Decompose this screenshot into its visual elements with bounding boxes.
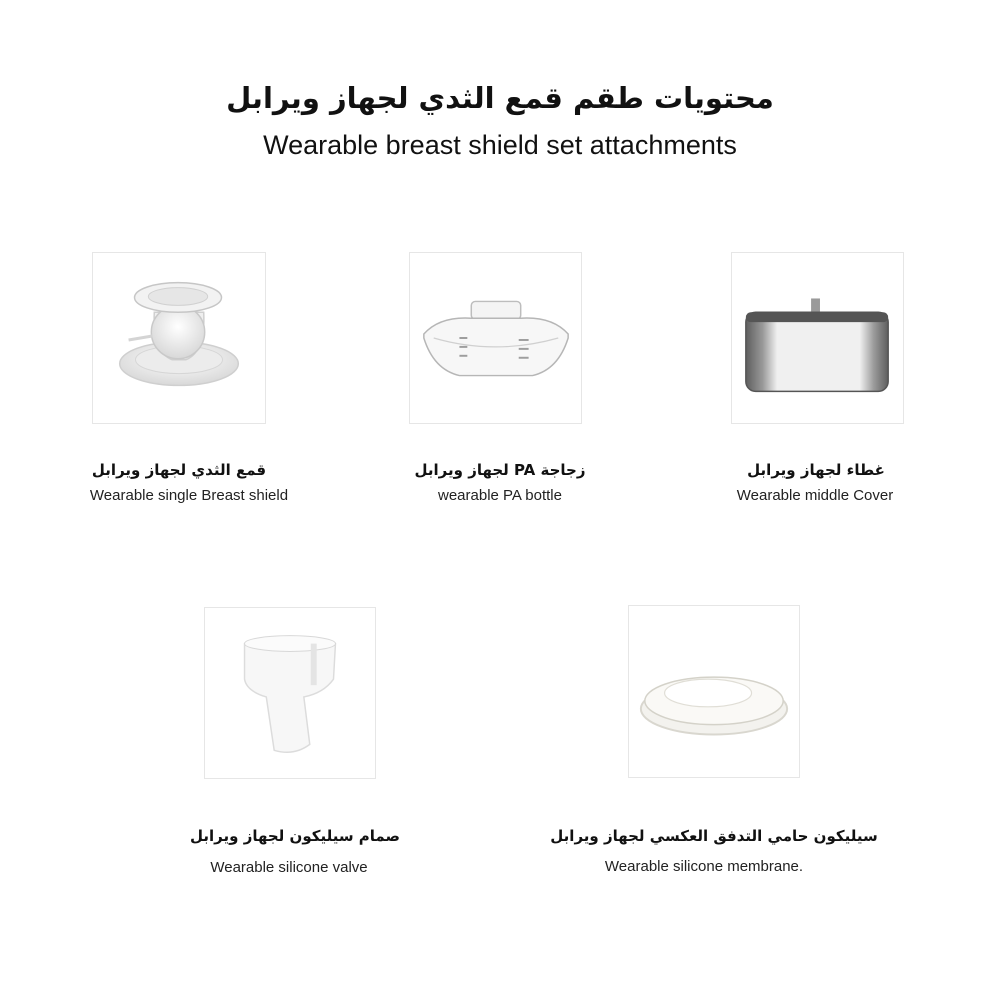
breast-shield-image — [93, 253, 265, 423]
pa-bottle-label-english: wearable PA bottle — [438, 487, 562, 504]
page-title-arabic: محتويات طقم قمع الثدي لجهاز ويرابل — [226, 81, 774, 115]
middle-cover-image — [732, 253, 903, 423]
silicone-membrane-card — [628, 605, 800, 778]
breast-shield-label-english: Wearable single Breast shield — [89, 487, 289, 504]
silicone-valve-card — [204, 607, 376, 779]
silicone-valve-label-arabic: صمام سيليكون لجهاز ويرابل — [190, 827, 400, 845]
silicone-membrane-image — [629, 606, 799, 777]
pa-bottle-card — [409, 252, 582, 424]
silicone-membrane-label-english: Wearable silicone membrane. — [604, 858, 804, 875]
middle-cover-label-english: Wearable middle Cover — [736, 487, 894, 504]
pa-bottle-image — [410, 253, 581, 423]
page-title-english: Wearable breast shield set attachments — [263, 130, 737, 160]
middle-cover-card — [731, 252, 904, 424]
silicone-valve-image — [205, 608, 375, 778]
breast-shield-card — [92, 252, 266, 424]
silicone-membrane-label-arabic: سيليكون حامي التدفق العكسي لجهاز ويرابل — [550, 827, 878, 845]
pa-bottle-label-arabic: زجاجة PA لجهاز ويرابل — [414, 461, 586, 479]
breast-shield-label-arabic: قمع الثدي لجهاز ويرابل — [91, 461, 267, 479]
middle-cover-label-arabic: غطاء لجهاز ويرابل — [747, 461, 885, 479]
silicone-valve-label-english: Wearable silicone valve — [210, 859, 368, 876]
